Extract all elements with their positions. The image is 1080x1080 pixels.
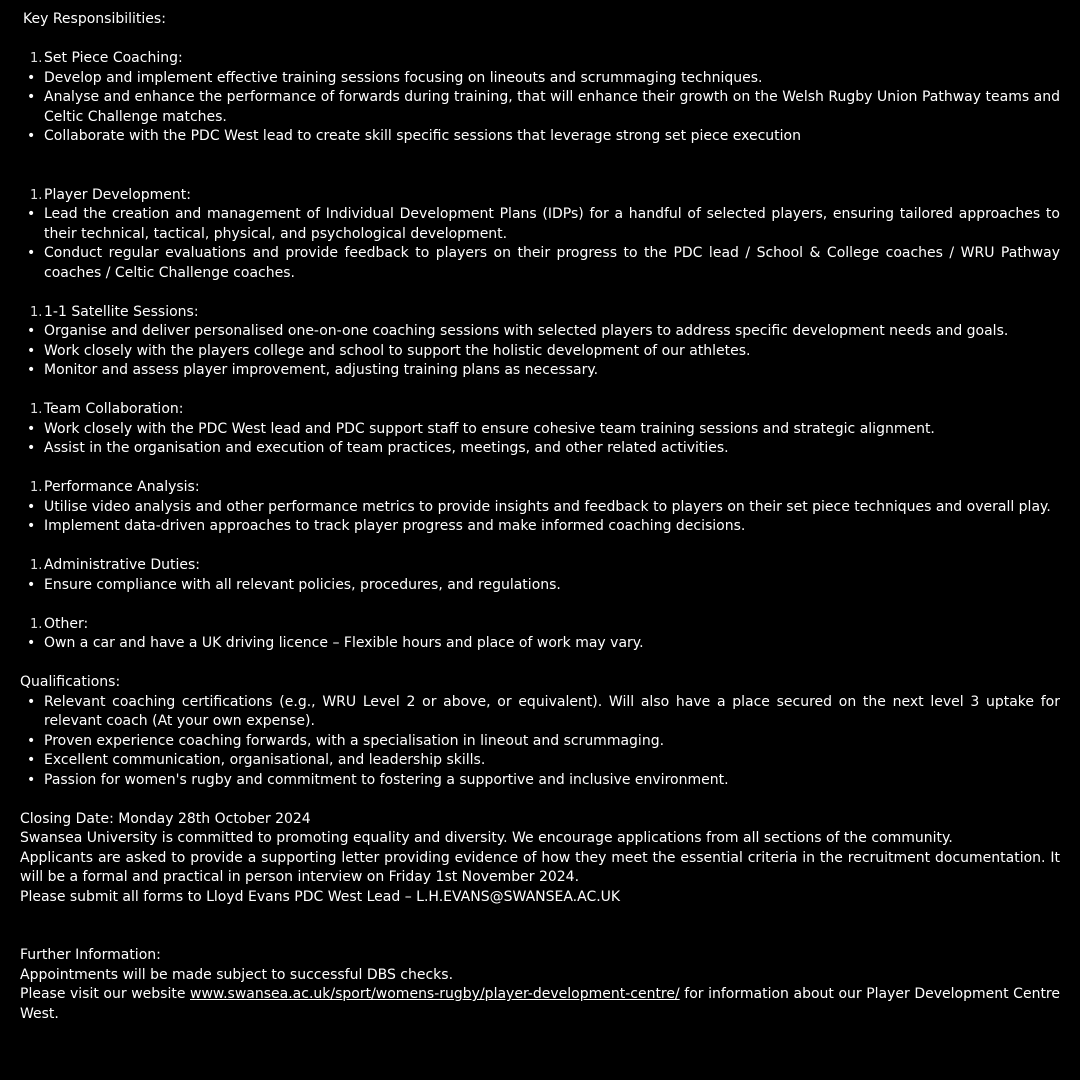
bullet-item: • Lead the creation and management of Individual Development Plans (IDPs) for a handful of selected players, ensuring tailored approaches to their technical, tactical, physical, and psychological development. — [20, 205, 1060, 244]
bullet-item: • Develop and implement effective training sessions focusing on lineouts and scrummaging techniques. — [20, 69, 1060, 89]
section-heading — [20, 49, 1060, 69]
submission-contact: Please submit all forms to Lloyd Evans PDC West Lead – L.H.EVANS@SWANSEA.AC.UK — [20, 888, 621, 905]
section-number: 1. — [30, 51, 43, 66]
section-heading — [20, 303, 1060, 323]
key-responsibilities-title: Key Responsibilities: — [23, 11, 166, 27]
website-prefix: Please visit our website — [20, 986, 191, 1002]
responsibility-sections — [20, 49, 1060, 654]
section-bullet-list — [20, 420, 1060, 459]
section-number: 1. — [30, 187, 43, 203]
further-information-title: Further Information: — [20, 947, 161, 963]
section-heading-text: Set Piece Coaching: — [44, 50, 183, 66]
responsibility-section — [20, 478, 1060, 537]
bullet-item: • Analyse and enhance the performance of forwards during training, that will enhance their growth on the Welsh Rugby Union Pathway teams and Celtic Challenge matches. — [20, 88, 1060, 127]
responsibility-section — [20, 49, 1060, 147]
bullet-item: • Ensure compliance with all relevant policies, procedures, and regulations. — [20, 576, 1060, 596]
section-heading — [20, 400, 1060, 420]
section-heading — [20, 556, 1060, 576]
responsibility-section — [20, 615, 1060, 654]
responsibility-section — [20, 556, 1060, 595]
closing-section — [20, 810, 1060, 908]
section-heading-text: Player Development: — [44, 186, 191, 203]
section-heading — [20, 615, 1060, 635]
section-heading-text: 1-1 Satellite Sessions: — [44, 303, 199, 320]
section-number: 1. — [30, 558, 43, 573]
section-bullet-list — [20, 205, 1060, 283]
website-note — [20, 985, 1060, 1024]
section-number: 1. — [30, 480, 43, 495]
bullet-item: • Work closely with the PDC West lead and PDC support staff to ensure cohesive team training sessions and strategic alignment. — [20, 420, 1060, 440]
bullet-item: • Collaborate with the PDC West lead to create skill specific sessions that leverage strong set piece execution — [20, 127, 1060, 147]
section-heading — [20, 478, 1060, 498]
section-heading-text: Performance Analysis: — [44, 479, 200, 495]
section-bullet-list — [20, 322, 1060, 381]
section-bullet-list — [20, 498, 1060, 537]
section-heading-text: Team Collaboration: — [44, 401, 184, 417]
dbs-note: Appointments will be made subject to successful DBS checks. — [20, 966, 454, 983]
bullet-item: • Own a car and have a UK driving licence – Flexible hours and place of work may vary. — [20, 634, 1060, 654]
qualification-item: • Passion for women's rugby and commitment to fostering a supportive and inclusive environment. — [20, 771, 1060, 791]
qualifications-list — [20, 693, 1060, 791]
bullet-item: • Implement data-driven approaches to track player progress and make informed coaching decisions. — [20, 517, 1060, 537]
section-heading — [20, 186, 1060, 206]
responsibility-section — [20, 400, 1060, 459]
qualification-item: • Relevant coaching certifications (e.g., WRU Level 2 or above, or equivalent). Will also have a place secured on the next level 3 uptake for relevant coach (At your own expense). — [20, 693, 1060, 732]
qualifications-title: Qualifications: — [20, 674, 121, 690]
applicants-instructions: Applicants are asked to provide a supporting letter providing evidence of how they meet the essential criteria in the recruitment documentation. It will be a formal and practical in person interview on Friday 1st November 2024. — [20, 849, 1060, 885]
closing-date: Closing Date: Monday 28th October 2024 — [20, 810, 311, 827]
section-bullet-list — [20, 576, 1060, 596]
bullet-item: • Monitor and assess player improvement, adjusting training plans as necessary. — [20, 361, 1060, 381]
section-heading-text: Administrative Duties: — [44, 557, 201, 573]
section-number: 1. — [30, 616, 43, 632]
qualification-item: • Proven experience coaching forwards, with a specialisation in lineout and scrummaging. — [20, 732, 1060, 752]
website-link[interactable]: www.swansea.ac.uk/sport/womens-rugby/player-development-centre/ — [190, 986, 680, 1002]
section-bullet-list — [20, 634, 1060, 654]
section-bullet-list — [20, 69, 1060, 147]
bullet-item: • Work closely with the players college and school to support the holistic development of our athletes. — [20, 342, 1060, 362]
bullet-item: • Organise and deliver personalised one-on-one coaching sessions with selected players to address specific development needs and goals. — [20, 322, 1060, 342]
qualifications-section — [20, 673, 1060, 790]
bullet-item: • Conduct regular evaluations and provide feedback to players on their progress to the PDC lead / School & College coaches / WRU Pathway coaches / Celtic Challenge coaches. — [20, 244, 1060, 283]
bullet-item: • Utilise video analysis and other performance metrics to provide insights and feedback to players on their set piece techniques and overall play. — [20, 498, 1060, 518]
section-number: 1. — [30, 402, 43, 417]
section-heading-text: Other: — [44, 615, 89, 632]
equality-statement: Swansea University is committed to promoting equality and diversity. We encourage applications from all sections of the community. — [20, 830, 953, 846]
responsibility-section — [20, 303, 1060, 381]
bullet-item: • Assist in the organisation and execution of team practices, meetings, and other related activities. — [20, 439, 1060, 459]
further-information-section — [20, 946, 1060, 1024]
section-number: 1. — [30, 304, 43, 320]
website-suffix: for information about our Player Development Centre West. — [20, 986, 1060, 1022]
responsibility-section — [20, 186, 1060, 284]
qualification-item: • Excellent communication, organisational, and leadership skills. — [20, 751, 1060, 771]
